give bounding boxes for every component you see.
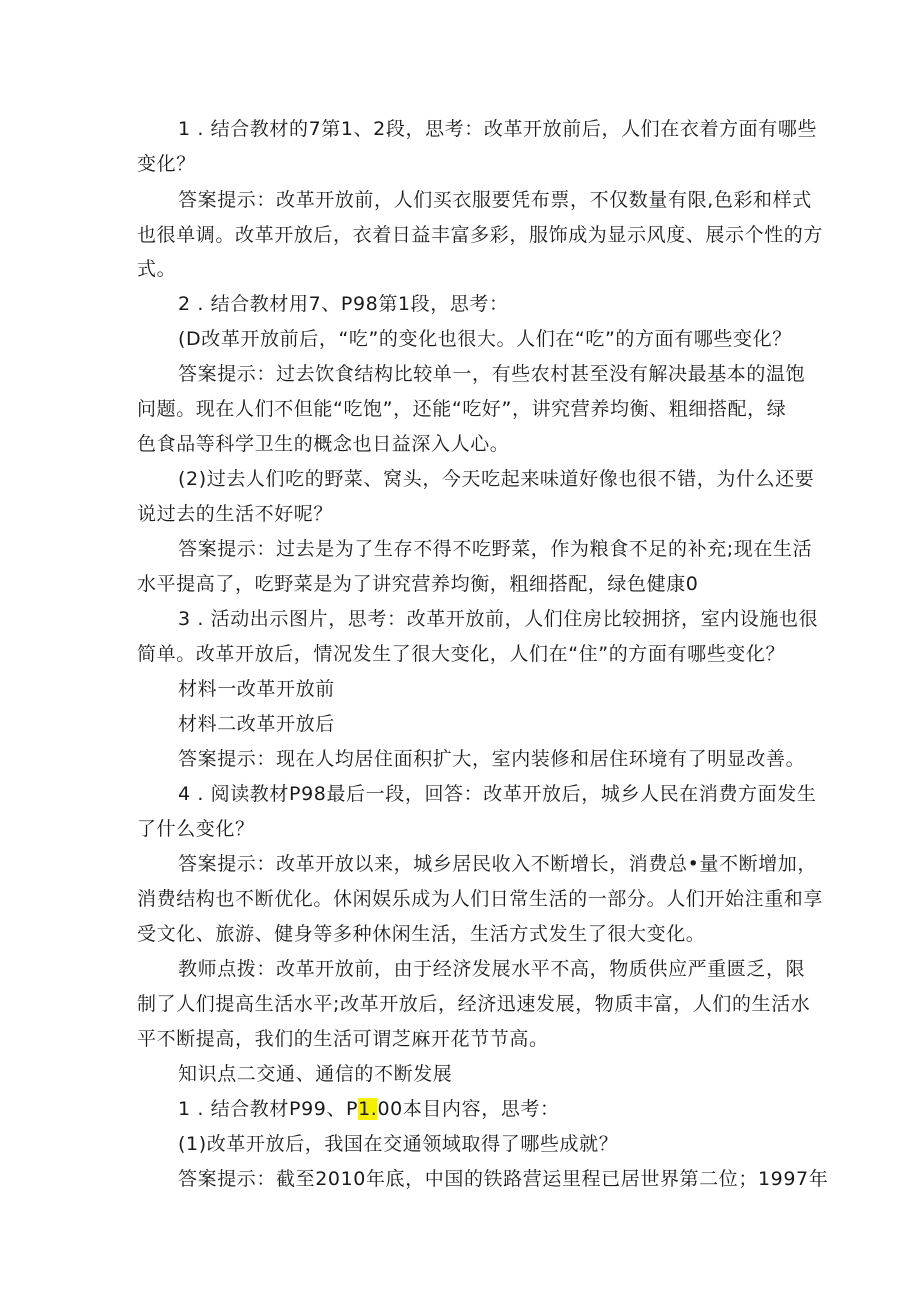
text-line: 水平提高了，吃野菜是为了讲究营养均衡，粗细搭配，绿色健康0 [137,573,699,595]
text-line: 答案提示：改革开放前，人们买衣服要凭布票，不仅数量有限,色彩和样式 [178,189,812,211]
text-line: 答案提示：过去是为了生存不得不吃野菜，作为粮食不足的补充;现在生活 [178,538,813,560]
text-line: 色食品等科学卫生的概念也日益深入人心。 [137,433,510,455]
text-line: 材料一改革开放前 [178,678,335,700]
text-segment: 1 . 结合教材P99、P [178,1098,359,1120]
text-line [178,1096,560,1122]
text-line: 教师点拨：改革开放前，由于经济发展水平不高，物质供应严重匮乏，限 [178,958,806,980]
text-line: 也很单调。改革开放后，衣着日益丰富多彩，服饰成为显示风度、展示个性的方 [137,224,824,246]
text-line: 4 . 阅读教材P98最后一段，回答：改革开放后，城乡人民在消费方面发生 [178,783,817,805]
text-line: 材料二改革开放后 [178,713,335,735]
text-line: 式。 [137,258,177,280]
text-line: 变化？ [137,153,196,175]
text-line: 3 . 活动出示图片，思考：改革开放前，人们住房比较拥挤，室内设施也很 [178,608,819,630]
text-line: 消费结构也不断优化。休闲娱乐成为人们日常生活的一部分。人们开始注重和享 [137,888,824,910]
text-line: 2 . 结合教材用7、P98第1段，思考： [178,293,509,315]
text-line: (1)改革开放后，我国在交通领域取得了哪些成就？ [178,1133,619,1155]
text-line: 简单。改革开放后，情况发生了很大变化，人们在“住”的方面有哪些变化？ [137,643,786,665]
text-line: 答案提示：过去饮食结构比较单一，有些农村甚至没有解决最基本的温饱 [178,363,806,385]
text-line: 了什么变化？ [137,818,255,840]
text-line: (2)过去人们吃的野菜、窝头，今天吃起来味道好像也很不错，为什么还要 [178,468,815,490]
text-line: 制了人们提高生活水平;改革开放后，经济迅速发展，物质丰富，人们的生活水 [137,993,811,1015]
text-line: 受文化、旅游、健身等多种休闲生活，生活方式发生了很大变化。 [137,923,706,945]
text-line: 答案提示：现在人均居住面积扩大，室内装修和居住环境有了明显改善。 [178,748,806,770]
section-heading: 知识点二交通、通信的不断发展 [178,1063,453,1085]
text-line: 答案提示：改革开放以来，城乡居民收入不断增长，消费总•量不断增加， [178,853,818,875]
text-line: 1 . 结合教材的7第1、2段，思考：改革开放前后，人们在衣着方面有哪些 [178,118,818,140]
highlighted-text: 1. [358,1098,378,1120]
text-line: 答案提示：截至2010年底，中国的铁路营运里程已居世界第二位；1997年 [178,1168,829,1190]
text-line: (D改革开放前后，“吃”的变化也很大。人们在“吃”的方面有哪些变化？ [178,328,792,350]
text-line: 平不断提高，我们的生活可谓芝麻开花节节高。 [137,1028,549,1050]
text-line: 说过去的生活不好呢？ [137,503,334,525]
text-line: 问题。现在人们不但能“吃饱”，还能“吃好”，讲究营养均衡、粗细搭配，绿 [137,398,787,420]
text-segment: 00本目内容，思考： [377,1098,560,1120]
